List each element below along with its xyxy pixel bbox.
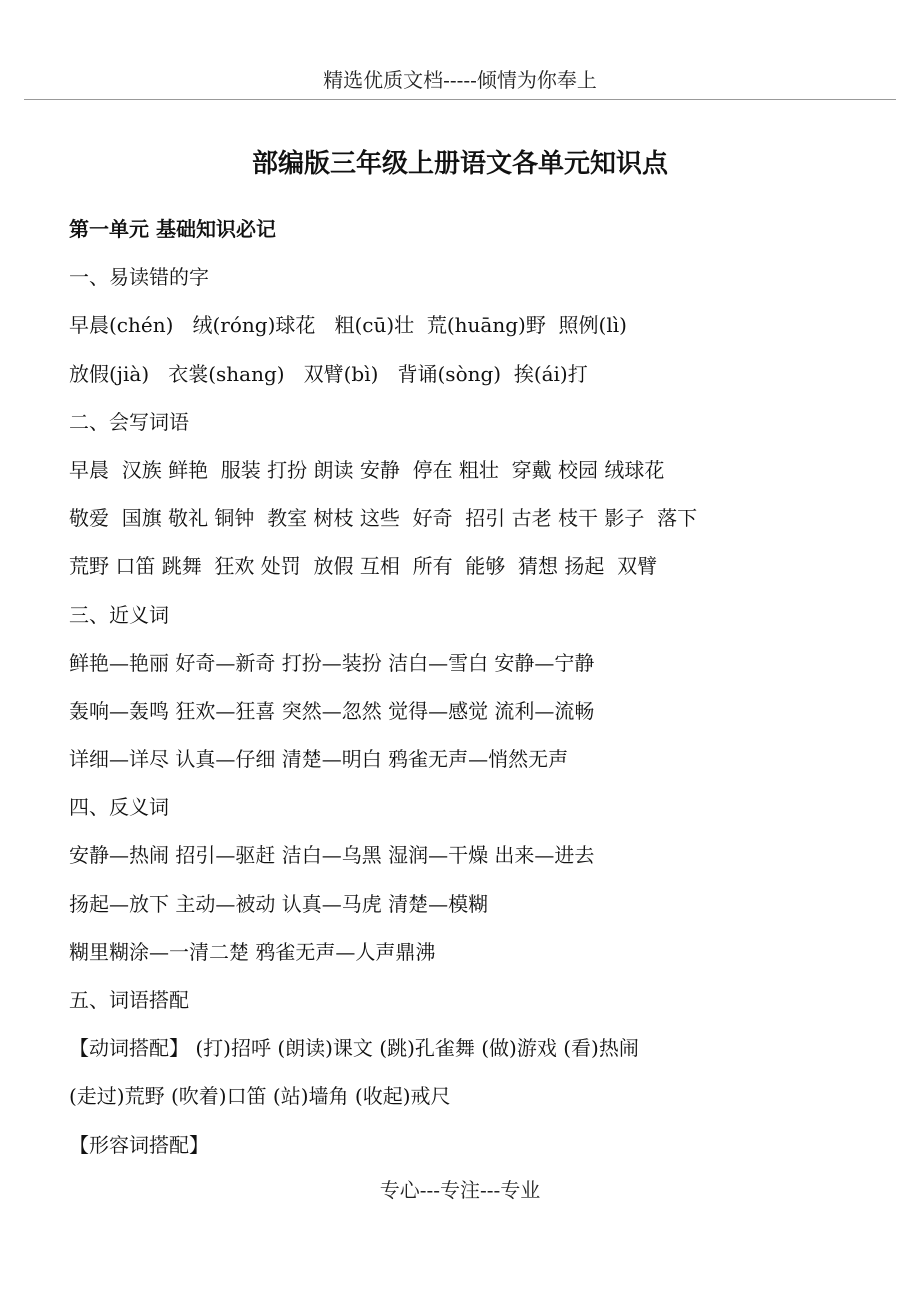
misread-chars-line-1: 早晨(chén) 绒(róng)球花 粗(cū)壮 荒(huāng)野 照例(lì) xyxy=(69,313,627,338)
unit-heading: 第一单元 基础知识必记 xyxy=(69,217,276,241)
antonyms-line-1: 安静—热闹 招引—驱赶 洁白—乌黑 湿润—干燥 出来—进去 xyxy=(69,843,595,868)
synonyms-line-3: 详细—详尽 认真—仔细 清楚—明白 鸦雀无声—悄然无声 xyxy=(69,747,569,772)
writing-words-line-2: 敬爱 国旗 敬礼 铜钟 教室 树枝 这些 好奇 招引 古老 枝干 影子 落下 xyxy=(69,506,698,531)
document-title: 部编版三年级上册语文各单元知识点 xyxy=(251,149,668,179)
verb-collocations-line-2: (走过)荒野 (吹着)口笛 (站)墙角 (收起)戒尺 xyxy=(69,1084,451,1109)
writing-words-line-3: 荒野 口笛 跳舞 狂欢 处罚 放假 互相 所有 能够 猜想 扬起 双臂 xyxy=(69,554,658,579)
synonyms-line-1: 鲜艳—艳丽 好奇—新奇 打扮—装扮 洁白—雪白 安静—宁静 xyxy=(69,650,595,675)
section-heading-synonyms: 三、近义词 xyxy=(69,602,169,627)
adjective-collocations-heading: 【形容词搭配】 xyxy=(69,1132,209,1157)
section-heading-misread-chars: 一、易读错的字 xyxy=(69,265,209,290)
writing-words-line-1: 早晨 汉族 鲜艳 服装 打扮 朗读 安静 停在 粗壮 穿戴 校园 绒球花 xyxy=(69,457,665,482)
header-divider xyxy=(24,99,896,100)
antonyms-line-2: 扬起—放下 主动—被动 认真—马虎 清楚—模糊 xyxy=(69,891,489,916)
page-header: 精选优质文档-----倾情为你奉上 xyxy=(323,68,597,92)
page-footer: 专心---专注---专业 xyxy=(379,1178,541,1202)
synonyms-line-2: 轰响—轰鸣 狂欢—狂喜 突然—忽然 觉得—感觉 流利—流畅 xyxy=(69,698,595,723)
section-heading-antonyms: 四、反义词 xyxy=(69,795,169,820)
section-heading-writing-words: 二、会写词语 xyxy=(69,409,189,434)
verb-collocations-line-1: 【动词搭配】 (打)招呼 (朗读)课文 (跳)孔雀舞 (做)游戏 (看)热闹 xyxy=(69,1036,639,1061)
document-body xyxy=(69,214,889,1178)
antonyms-line-3: 糊里糊涂—一清二楚 鸦雀无声—人声鼎沸 xyxy=(69,939,436,964)
misread-chars-line-2: 放假(jià) 衣裳(shang) 双臂(bì) 背诵(sòng) 挨(ái)打 xyxy=(69,361,588,386)
section-heading-collocations: 五、词语搭配 xyxy=(69,988,189,1012)
